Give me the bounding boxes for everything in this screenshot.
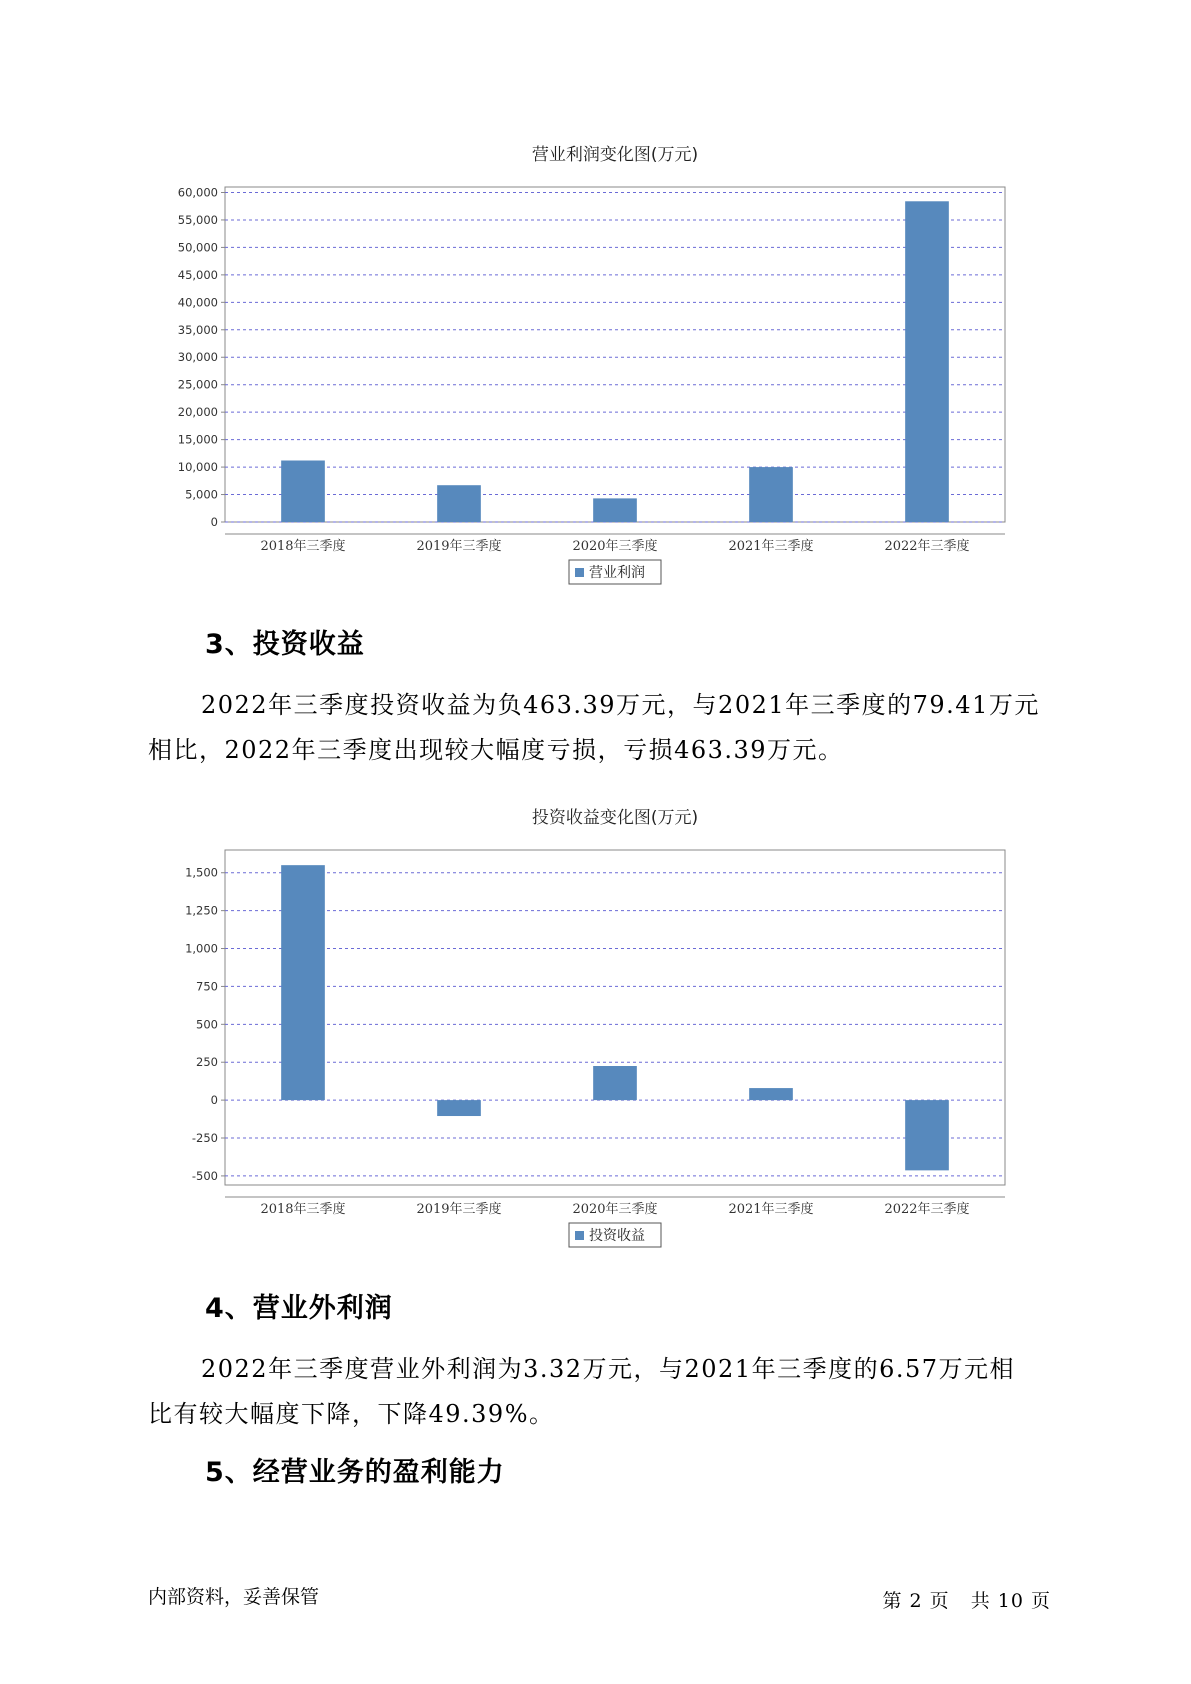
- operating-profit-chart-svg: [150, 135, 1030, 590]
- y-tick-label: 0: [210, 515, 218, 529]
- y-tick-label: 30,000: [177, 350, 218, 365]
- x-tick-label: 2022年三季度: [884, 1202, 970, 1217]
- y-tick-label: 40,000: [177, 295, 218, 310]
- x-tick-label: 2020年三季度: [572, 539, 658, 554]
- bar-2019年三季度: [437, 485, 481, 522]
- plot-area: [225, 187, 1005, 522]
- x-tick-label: 2020年三季度: [572, 1202, 658, 1217]
- bar-2018年三季度: [281, 865, 325, 1100]
- bar-2021年三季度: [749, 467, 793, 522]
- legend-swatch: [575, 1231, 584, 1240]
- y-tick-label: 5,000: [185, 487, 218, 502]
- x-tick-label: 2019年三季度: [416, 539, 502, 554]
- x-tick-label: 2018年三季度: [260, 539, 346, 554]
- section-4-heading: 4、营业外利润: [205, 1293, 393, 1324]
- section-3-line-2: 相比，2022年三季度出现较大幅度亏损，亏损463.39万元。: [148, 736, 844, 764]
- footer-confidential: 内部资料，妥善保管: [148, 1586, 320, 1608]
- x-tick-label: 2021年三季度: [728, 539, 814, 554]
- legend-label: 投资收益: [589, 1228, 645, 1244]
- chart-title: 投资收益变化图(万元): [531, 808, 699, 828]
- plot-area: [225, 850, 1005, 1185]
- chart-title: 营业利润变化图(万元): [531, 145, 699, 165]
- y-tick-label: 250: [196, 1055, 218, 1070]
- x-tick-label: 2019年三季度: [416, 1202, 502, 1217]
- y-tick-label: 20,000: [177, 405, 218, 420]
- investment-income-chart: [150, 798, 1030, 1253]
- section-3-line-1: 2022年三季度投资收益为负463.39万元，与2021年三季度的79.41万元: [201, 691, 1040, 719]
- y-tick-label: 25,000: [177, 377, 218, 392]
- legend-swatch: [575, 568, 584, 577]
- bar-2020年三季度: [593, 1066, 637, 1100]
- y-tick-label: -500: [191, 1168, 218, 1183]
- y-tick-label: 45,000: [177, 267, 218, 282]
- section-4-line-1: 2022年三季度营业外利润为3.32万元，与2021年三季度的6.57万元相: [201, 1355, 1016, 1383]
- y-tick-label: 1,000: [185, 941, 218, 956]
- bar-2021年三季度: [749, 1088, 793, 1100]
- y-tick-label: 1,500: [185, 865, 218, 880]
- y-tick-label: 10,000: [177, 460, 218, 475]
- y-tick-label: 55,000: [177, 212, 218, 227]
- y-tick-label: 1,250: [185, 903, 218, 918]
- section-4-paragraph: [148, 1347, 1063, 1437]
- legend-label: 营业利润: [589, 565, 645, 581]
- section-3-heading: 3、投资收益: [205, 629, 365, 660]
- y-tick-label: 15,000: [177, 432, 218, 447]
- operating-profit-chart: [150, 135, 1030, 590]
- x-tick-label: 2022年三季度: [884, 539, 970, 554]
- y-tick-label: 50,000: [177, 240, 218, 255]
- bar-2022年三季度: [905, 201, 949, 522]
- section-4-line-2: 比有较大幅度下降，下降49.39%。: [148, 1400, 555, 1428]
- x-tick-label: 2021年三季度: [728, 1202, 814, 1217]
- footer-page-number: 第 2 页 共 10 页: [882, 1590, 1051, 1612]
- bar-2019年三季度: [437, 1100, 481, 1116]
- y-tick-label: 750: [196, 979, 218, 994]
- y-tick-label: 35,000: [177, 322, 218, 337]
- y-tick-label: 60,000: [177, 185, 218, 200]
- legend: [569, 1223, 661, 1247]
- bar-2022年三季度: [905, 1100, 949, 1170]
- legend: [569, 560, 661, 584]
- section-3-paragraph: [148, 683, 1063, 773]
- x-tick-label: 2018年三季度: [260, 1202, 346, 1217]
- section-5-heading: 5、经营业务的盈利能力: [205, 1457, 505, 1488]
- y-tick-label: -250: [191, 1131, 218, 1146]
- investment-income-chart-svg: [150, 798, 1030, 1253]
- y-tick-label: 500: [196, 1017, 218, 1032]
- bar-2020年三季度: [593, 498, 637, 522]
- y-tick-label: 0: [210, 1093, 218, 1108]
- bar-2018年三季度: [281, 460, 325, 522]
